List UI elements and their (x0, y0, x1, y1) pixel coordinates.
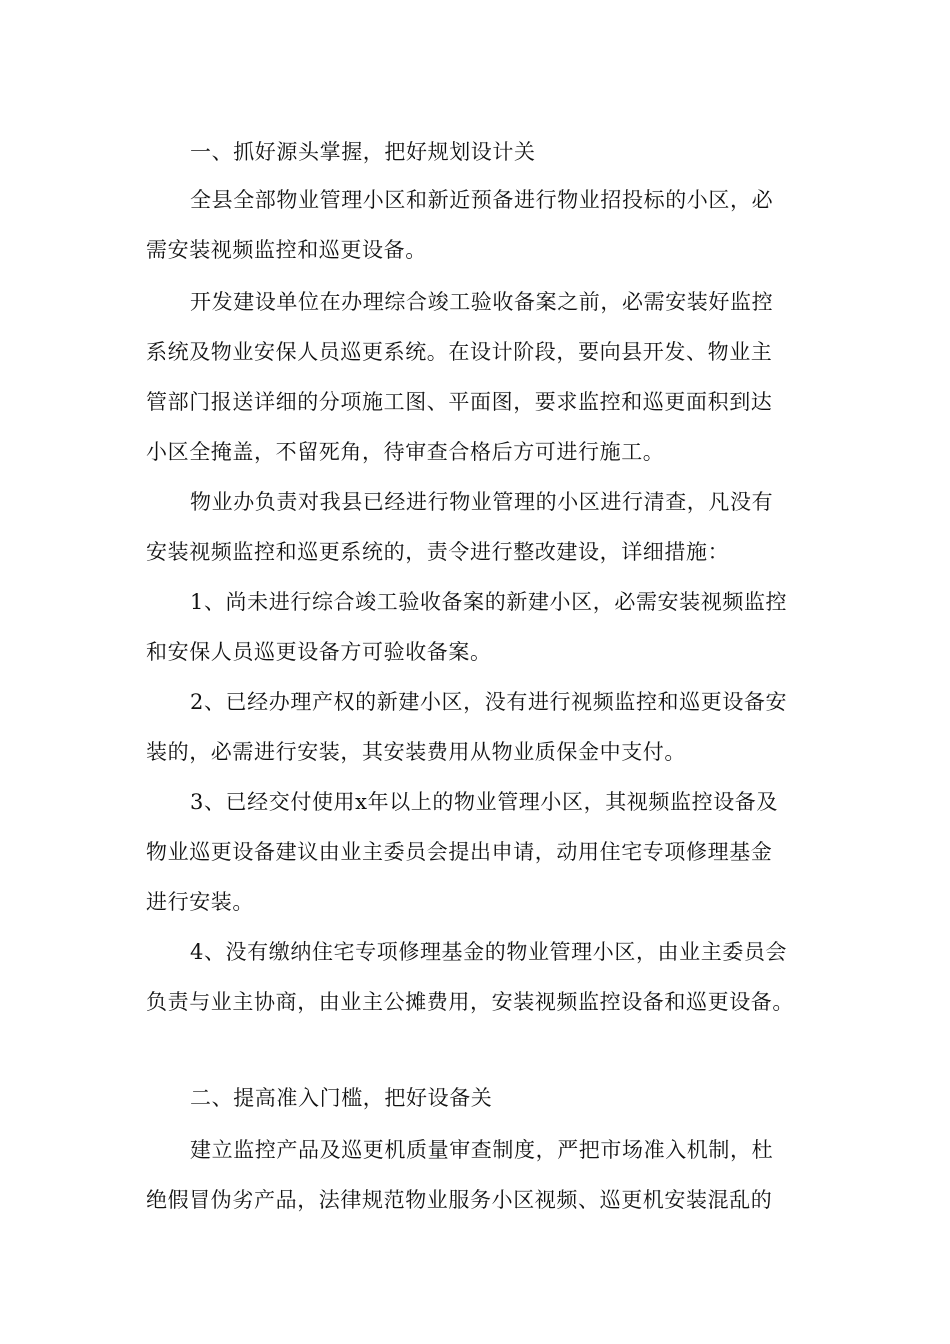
list-item-line: 装的，必需进行安装，其安装费用从物业质保金中支付。 (146, 740, 686, 764)
list-item-line: 物业巡更设备建议由业主委员会提出申请，动用住宅专项修理基金 (146, 840, 773, 864)
section-heading-1: 一、抓好源头掌握，把好规划设计关 (190, 140, 536, 164)
paragraph-line: 开发建设单位在办理综合竣工验收备案之前，必需安装好监控 (190, 290, 774, 314)
paragraph-line: 物业办负责对我县已经进行物业管理的小区进行清查，凡没有 (190, 490, 774, 514)
paragraph-line: 建立监控产品及巡更机质量审查制度，严把市场准入机制，杜 (190, 1138, 774, 1162)
section-heading-2: 二、提高准入门槛，把好设备关 (190, 1086, 493, 1110)
paragraph-line: 绝假冒伪劣产品，法律规范物业服务小区视频、巡更机安装混乱的 (146, 1188, 773, 1212)
paragraph-line: 安装视频监控和巡更系统的，责令进行整改建设，详细措施： (146, 540, 730, 564)
list-item-line: 负责与业主协商，由业主公摊费用，安装视频监控设备和巡更设备。 (146, 990, 794, 1014)
list-item-line: 进行安装。 (146, 890, 254, 914)
paragraph-line: 小区全掩盖，不留死角，待审查合格后方可进行施工。 (146, 440, 665, 464)
list-item-line: 4、没有缴纳住宅专项修理基金的物业管理小区，由业主委员会 (190, 940, 788, 964)
list-item-line: 1、尚未进行综合竣工验收备案的新建小区，必需安装视频监控 (190, 590, 788, 614)
list-item-line: 3、已经交付使用x年以上的物业管理小区，其视频监控设备及 (190, 790, 779, 814)
list-item-line: 和安保人员巡更设备方可验收备案。 (146, 640, 492, 664)
paragraph-line: 全县全部物业管理小区和新近预备进行物业招投标的小区，必 (190, 188, 774, 212)
paragraph-line: 系统及物业安保人员巡更系统。在设计阶段，要向县开发、物业主 (146, 340, 773, 364)
paragraph-line: 管部门报送详细的分项施工图、平面图，要求监控和巡更面积到达 (146, 390, 773, 414)
paragraph-line: 需安装视频监控和巡更设备。 (146, 238, 427, 262)
list-item-line: 2、已经办理产权的新建小区，没有进行视频监控和巡更设备安 (190, 690, 788, 714)
